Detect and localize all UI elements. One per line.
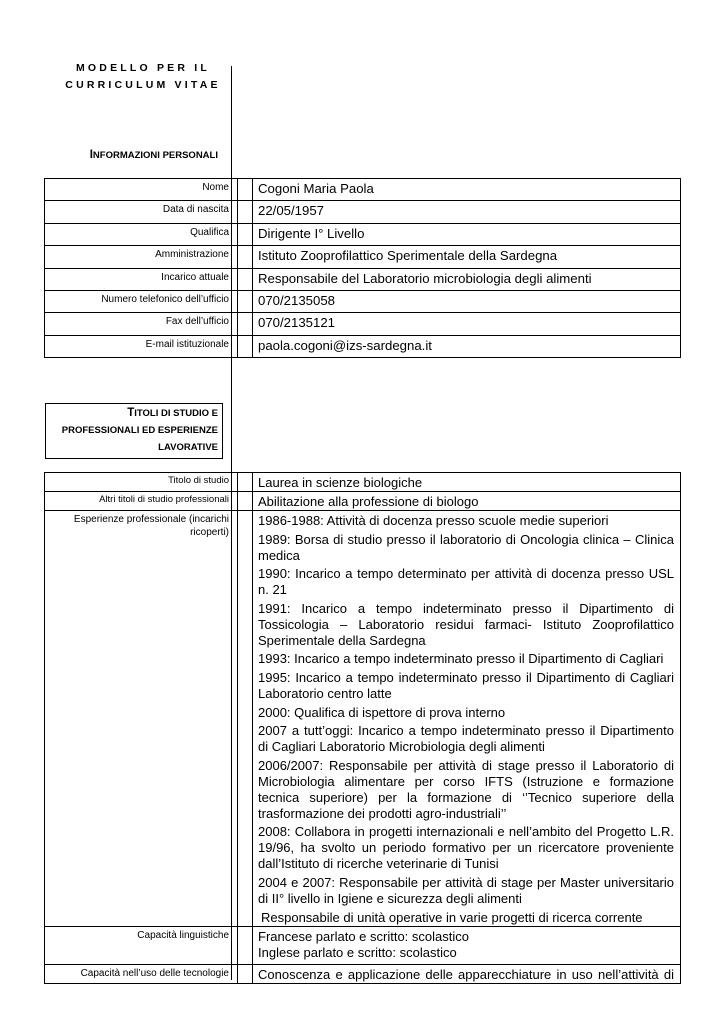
table-row bbox=[45, 179, 681, 201]
experience-item: 2008: Collabora in progetti internazionali e nell’ambito del Progetto L.R. 19/96, ha svolto un periodo formativo per un ricercatore proveniente dall’Istituto di ricerche veterinarie di Tunisi bbox=[258, 824, 674, 872]
table-spacer-cell bbox=[238, 492, 253, 511]
table-spacer-cell bbox=[238, 926, 253, 964]
personal-info-heading bbox=[50, 147, 218, 164]
experience-item: 1990: Incarico a tempo determinato per attività di docenza presso USL n. 21 bbox=[258, 566, 674, 598]
experience-item: 1989: Borsa di studio presso il laboratorio di Oncologia clinica – Clinica medica bbox=[258, 531, 674, 563]
table-row bbox=[45, 335, 681, 357]
table-spacer-cell bbox=[238, 223, 253, 245]
table-spacer-cell bbox=[238, 268, 253, 290]
field-value-data-nascita: 22/05/1957 bbox=[253, 201, 681, 223]
titoli-heading-initial: T bbox=[127, 407, 135, 419]
field-value-amministrazione: Istituto Zooprofilattico Sperimentale della Sardegna bbox=[253, 246, 681, 268]
table-spacer-cell bbox=[238, 201, 253, 223]
personal-info-heading-rest: NFORMAZIONI PERSONALI bbox=[92, 150, 218, 161]
table-spacer-cell bbox=[238, 473, 253, 492]
table-row bbox=[45, 926, 681, 964]
experience-list bbox=[253, 511, 681, 927]
model-title-line1: MODELLO PER IL bbox=[75, 62, 211, 74]
personal-info-heading-initial: I bbox=[89, 149, 93, 161]
field-value-incarico: Responsabile del Laboratorio microbiologia degli alimenti bbox=[253, 268, 681, 290]
experience-item: 2000: Qualifica di ispettore di prova interno bbox=[258, 704, 506, 720]
table-row bbox=[45, 511, 681, 927]
table-spacer-cell bbox=[238, 511, 253, 927]
field-label-qualifica: Qualifica bbox=[45, 223, 238, 245]
table-row bbox=[45, 290, 681, 312]
field-value-tecnologie: Conoscenza e applicazione delle apparecchiature in uso nell’attività di bbox=[253, 964, 681, 983]
field-label-fax: Fax dell’ufficio bbox=[45, 313, 238, 335]
table-spacer-cell bbox=[238, 290, 253, 312]
experience-item: 1986-1988: Attività di docenza presso scuole medie superiori bbox=[258, 513, 609, 528]
field-label-amministrazione: Amministrazione bbox=[45, 246, 238, 268]
model-title-line2: CURRICULUM VITAE bbox=[65, 79, 221, 91]
table-row bbox=[45, 492, 681, 511]
table-spacer-cell bbox=[238, 964, 253, 983]
field-value-email: paola.cogoni@izs-sardegna.it bbox=[253, 335, 681, 357]
field-label-telefono: Numero telefonico dell’ufficio bbox=[45, 290, 238, 312]
titoli-table bbox=[44, 472, 681, 984]
table-spacer-cell bbox=[238, 179, 253, 201]
table-row bbox=[45, 313, 681, 335]
field-value-telefono: 070/2135058 bbox=[253, 290, 681, 312]
titoli-heading-line2: PROFESSIONALI ED ESPERIENZE bbox=[61, 425, 218, 436]
field-value-qualifica: Dirigente I° Livello bbox=[253, 223, 681, 245]
experience-item: 2007 a tutt’oggi: Incarico a tempo indeterminato presso il Dipartimento di Cagliari Laboratorio Microbiologia degli alimenti bbox=[258, 723, 674, 755]
field-label-altri-titoli: Altri titoli di studio professionali bbox=[45, 492, 238, 511]
table-spacer-cell bbox=[238, 335, 253, 357]
experience-item: 1991: Incarico a tempo indeterminato presso il Dipartimento di Tossicologia – Laboratorio residui farmaci- Istituto Zooprofilattico Sperimentale della Sardegna bbox=[258, 600, 674, 648]
model-title bbox=[58, 60, 228, 94]
field-label-tecnologie: Capacità nell’uso delle tecnologie bbox=[45, 964, 238, 983]
languages-cell bbox=[253, 926, 681, 964]
field-label-nome: Nome bbox=[45, 179, 238, 201]
field-value-titolo-studio: Laurea in scienze biologiche bbox=[253, 473, 681, 492]
table-row bbox=[45, 268, 681, 290]
field-label-incarico: Incarico attuale bbox=[45, 268, 238, 290]
field-label-lingue: Capacità linguistiche bbox=[45, 926, 238, 964]
table-row bbox=[45, 223, 681, 245]
field-label-esperienze: Esperienze professionale (incarichi ricoperti) bbox=[45, 511, 238, 927]
field-label-email: E-mail istituzionale bbox=[45, 335, 238, 357]
table-spacer-cell bbox=[238, 246, 253, 268]
titoli-heading-line1 bbox=[46, 405, 218, 422]
table-row bbox=[45, 964, 681, 983]
experience-item: 2004 e 2007: Responsabile per attività di stage per Master universitario di II° livello in Igiene e sicurezza degli alimenti bbox=[258, 874, 674, 906]
experience-item: 2006/2007: Responsabile per attività di stage presso il Laboratorio di Microbiologia alimentare per corso IFTS (Istruzione e formazione tecnica superiore) per la formazione di ‘’Tecnico superiore della trasformazione dei prodotti agro-industriali’’ bbox=[258, 757, 674, 821]
field-value-nome: Cogoni Maria Paola bbox=[253, 179, 681, 201]
language-item: Francese parlato e scritto: scolastico bbox=[258, 928, 469, 944]
titoli-heading-line3: LAVORATIVE bbox=[158, 442, 218, 453]
titoli-heading-line1-rest: ITOLI DI STUDIO E bbox=[134, 408, 218, 419]
field-label-titolo-studio: Titolo di studio bbox=[45, 473, 238, 492]
table-row bbox=[45, 246, 681, 268]
experience-item: Responsabile di unità operative in varie progetti di ricerca corrente bbox=[261, 909, 643, 925]
table-spacer-cell bbox=[238, 313, 253, 335]
titoli-heading bbox=[46, 405, 218, 456]
field-value-altri-titoli: Abilitazione alla professione di biologo bbox=[253, 492, 681, 511]
language-item: Inglese parlato e scritto: scolastico bbox=[258, 944, 457, 960]
personal-info-table bbox=[44, 178, 681, 358]
experience-item: 1993: Incarico a tempo indeterminato presso il Dipartimento di Cagliari bbox=[258, 651, 664, 667]
experience-item: 1995: Incarico a tempo indeterminato presso il Dipartimento di Cagliari Laboratorio centro latte bbox=[258, 669, 674, 701]
field-label-data-nascita: Data di nascita bbox=[45, 201, 238, 223]
table-row bbox=[45, 473, 681, 492]
field-value-fax: 070/2135121 bbox=[253, 313, 681, 335]
table-row bbox=[45, 201, 681, 223]
